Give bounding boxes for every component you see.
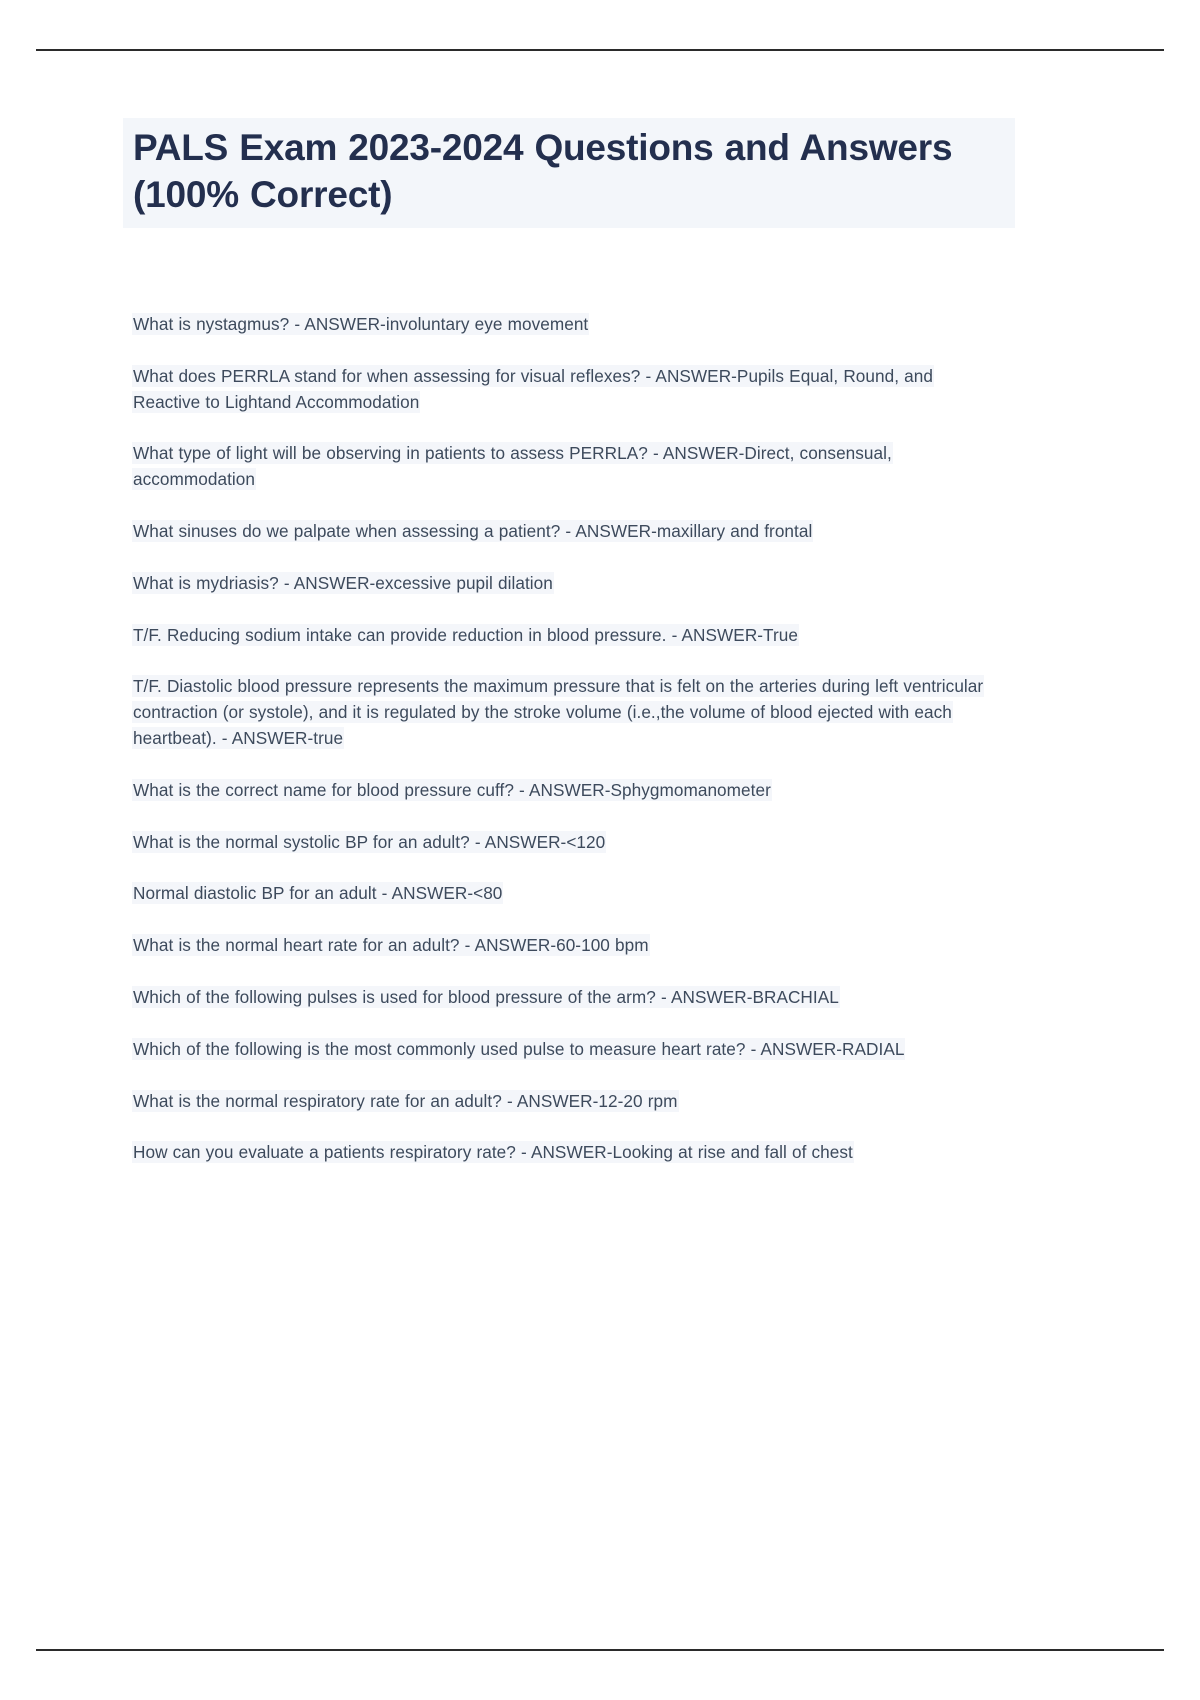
qa-item bbox=[133, 1089, 1005, 1115]
qa-item bbox=[133, 519, 1005, 545]
qa-item-text: What is nystagmus? - ANSWER-involuntary eye movement bbox=[133, 314, 589, 334]
qa-item-text: How can you evaluate a patients respiratory rate? - ANSWER-Looking at rise and fall of chest bbox=[133, 1142, 853, 1163]
qa-item-text: Which of the following is the most commonly used pulse to measure heart rate? - ANSWER-RADIAL bbox=[133, 1038, 905, 1059]
qa-item-text: What is the correct name for blood pressure cuff? - ANSWER-Sphygmomanometer bbox=[133, 779, 771, 800]
qa-item-text: Which of the following pulses is used for blood pressure of the arm? - ANSWER-BRACHIAL bbox=[133, 986, 839, 1007]
qa-list bbox=[133, 312, 1005, 1166]
qa-item-text: What does PERRLA stand for when assessing for visual reflexes? - ANSWER-Pupils Equal, Round, and Reactive to Lightand Accommodation bbox=[133, 365, 934, 412]
document-content bbox=[133, 118, 1005, 1166]
page-bottom-rule bbox=[36, 1649, 1164, 1651]
qa-item-text: What type of light will be observing in patients to assess PERRLA? - ANSWER-Direct, consensual, accommodation bbox=[133, 443, 892, 490]
qa-item-text: What is the normal systolic BP for an adult? - ANSWER-<120 bbox=[133, 831, 606, 852]
qa-item-text: Normal diastolic BP for an adult - ANSWER-<80 bbox=[133, 883, 503, 904]
qa-item bbox=[133, 933, 1005, 959]
qa-item bbox=[133, 1037, 1005, 1063]
qa-item bbox=[133, 571, 1005, 597]
qa-item bbox=[133, 312, 1005, 338]
qa-item bbox=[133, 830, 1005, 856]
qa-item-text: T/F. Diastolic blood pressure represents the maximum pressure that is felt on the arteries during left ventricular contraction (or systole), and it is regulated by the stroke volume (i.e.,the volume of blood ejected with each heartbeat). - ANSWER-true bbox=[133, 676, 984, 748]
qa-item bbox=[133, 441, 1005, 493]
page-title: PALS Exam 2023-2024 Questions and Answers (100% Correct) bbox=[133, 118, 1005, 228]
qa-item bbox=[133, 1140, 1005, 1166]
qa-item bbox=[133, 985, 1005, 1011]
qa-item-text: What sinuses do we palpate when assessing a patient? - ANSWER-maxillary and frontal bbox=[133, 520, 813, 541]
qa-item-text: What is the normal heart rate for an adult? - ANSWER-60-100 bpm bbox=[133, 935, 649, 956]
qa-item bbox=[133, 364, 1005, 416]
qa-item bbox=[133, 778, 1005, 804]
qa-item-text: What is the normal respiratory rate for an adult? - ANSWER-12-20 rpm bbox=[133, 1090, 678, 1111]
page-top-rule bbox=[36, 49, 1164, 51]
qa-item bbox=[133, 881, 1005, 907]
qa-item-text: What is mydriasis? - ANSWER-excessive pupil dilation bbox=[133, 572, 553, 593]
qa-item-text: T/F. Reducing sodium intake can provide reduction in blood pressure. - ANSWER-True bbox=[133, 624, 798, 645]
qa-item bbox=[133, 623, 1005, 649]
qa-item bbox=[133, 674, 1005, 751]
